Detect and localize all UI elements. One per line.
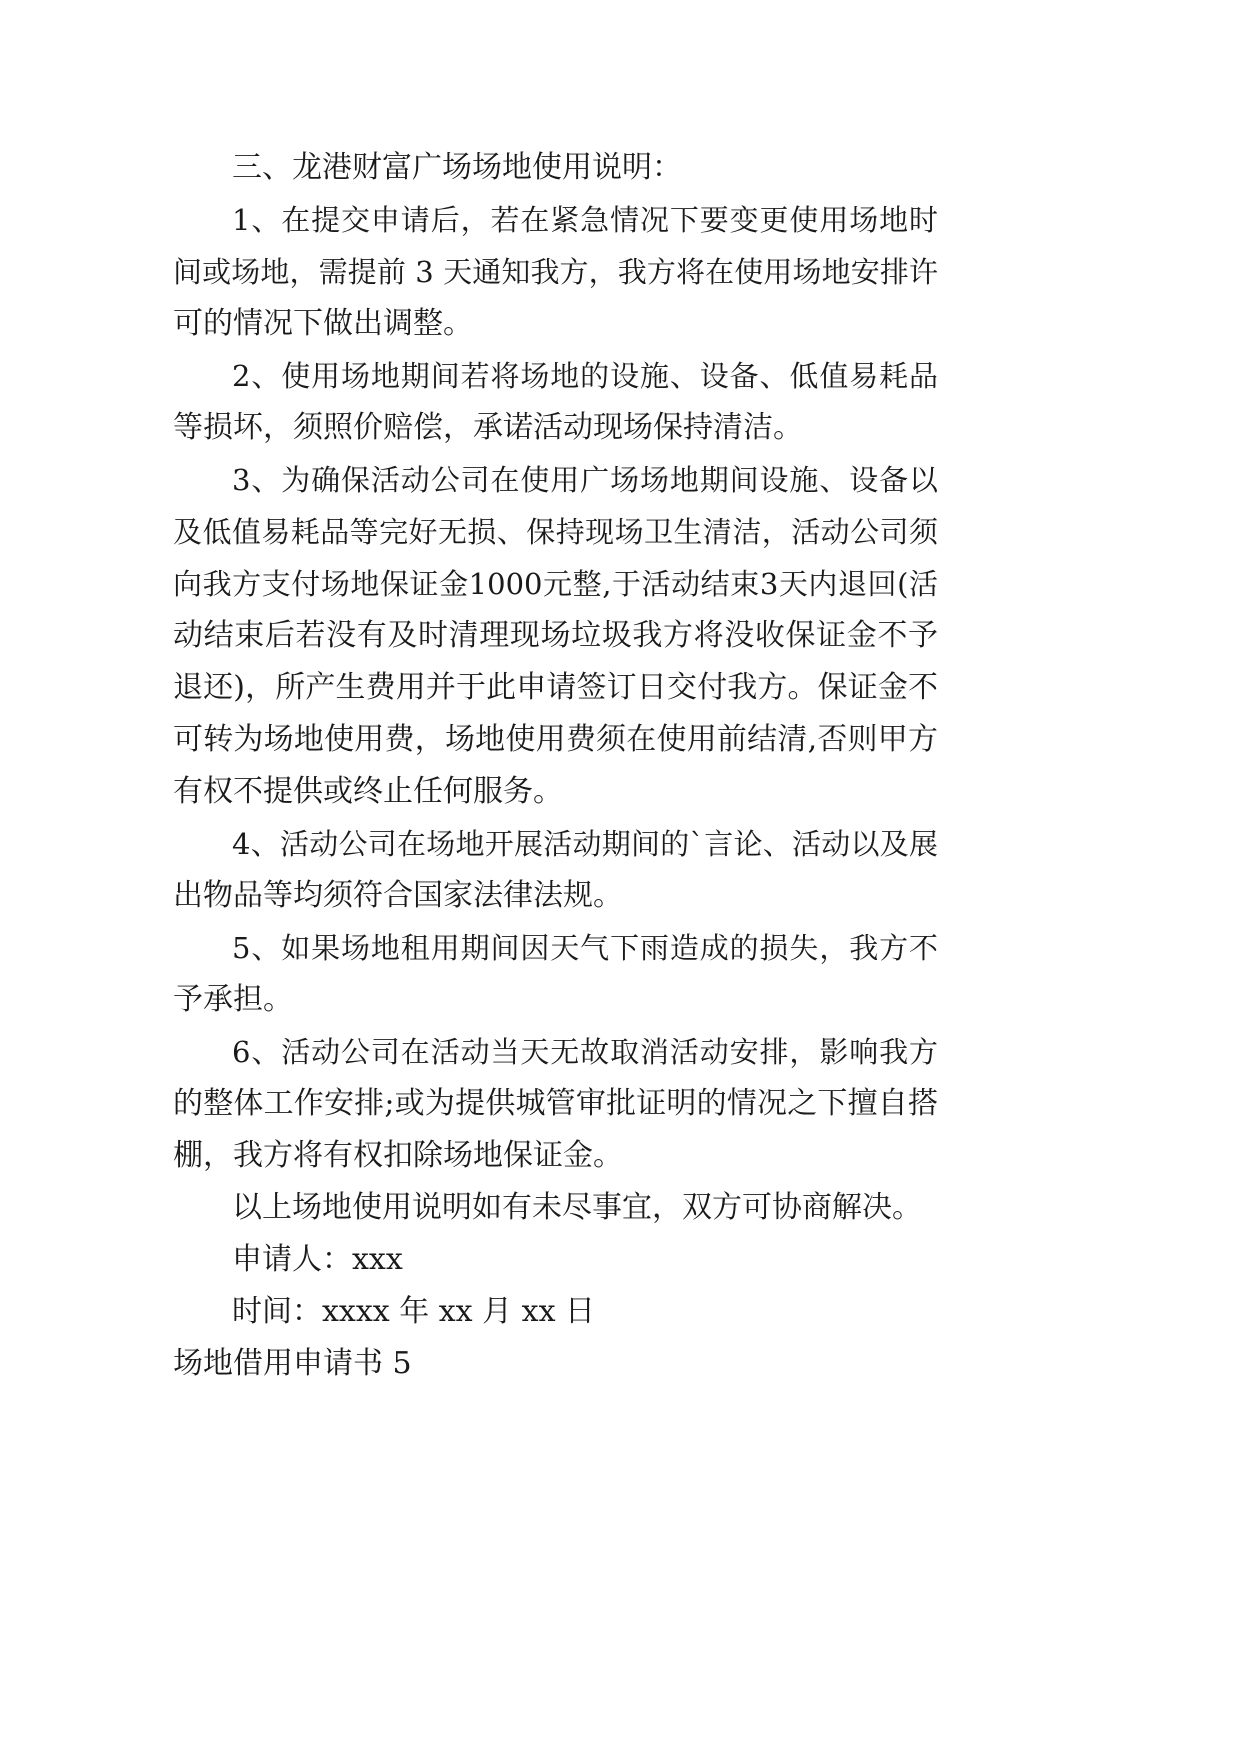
paragraph-line: 1、在提交申请后，若在紧急情况下要变更使用场地时 (232, 203, 938, 237)
paragraph-line: 等损坏，须照价赔偿，承诺活动现场保持清洁。 (173, 410, 803, 445)
paragraph-line: 动结束后若没有及时清理现场垃圾我方将没收保证金不予 (173, 618, 938, 653)
paragraph-line: 4、活动公司在场地开展活动期间的`言论、活动以及展 (232, 827, 938, 861)
paragraph-line: 的整体工作安排;或为提供城管审批证明的情况之下擅自搭 (173, 1086, 938, 1121)
paragraph-line: 出物品等均须符合国家法律法规。 (173, 878, 623, 913)
closing-statement: 以上场地使用说明如有未尽事宜，双方可协商解决。 (232, 1190, 922, 1225)
paragraph-line: 可的情况下做出调整。 (173, 306, 473, 341)
paragraph-line: 及低值易耗品等完好无损、保持现场卫生清洁，活动公司须 (173, 515, 938, 549)
paragraph-line: 向我方支付场地保证金1000元整,于活动结束3天内退回(活 (173, 567, 938, 601)
paragraph-line: 2、使用场地期间若将场地的设施、设备、低值易耗品 (232, 359, 938, 393)
applicant-line: 申请人：xxx (232, 1242, 403, 1277)
paragraph-line: 予承担。 (173, 982, 293, 1017)
paragraph-line: 有权不提供或终止任何服务。 (173, 774, 563, 809)
date-line: 时间：xxxx 年 xx 月 xx 日 (232, 1294, 596, 1329)
paragraph-line: 退还)，所产生费用并于此申请签订日交付我方。保证金不 (173, 670, 938, 705)
next-section-title: 场地借用申请书 5 (173, 1346, 412, 1381)
paragraph-line: 棚，我方将有权扣除场地保证金。 (173, 1138, 623, 1173)
paragraph-line: 5、如果场地租用期间因天气下雨造成的损失，我方不 (232, 931, 938, 965)
paragraph-line: 3、为确保活动公司在使用广场场地期间设施、设备以 (232, 463, 938, 497)
section-heading: 三、龙港财富广场场地使用说明： (232, 150, 682, 185)
paragraph-line: 可转为场地使用费，场地使用费须在使用前结清,否则甲方 (173, 722, 938, 757)
paragraph-line: 6、活动公司在活动当天无故取消活动安排，影响我方 (232, 1035, 938, 1069)
paragraph-line: 间或场地，需提前 3 天通知我方，我方将在使用场地安排许 (173, 255, 938, 289)
